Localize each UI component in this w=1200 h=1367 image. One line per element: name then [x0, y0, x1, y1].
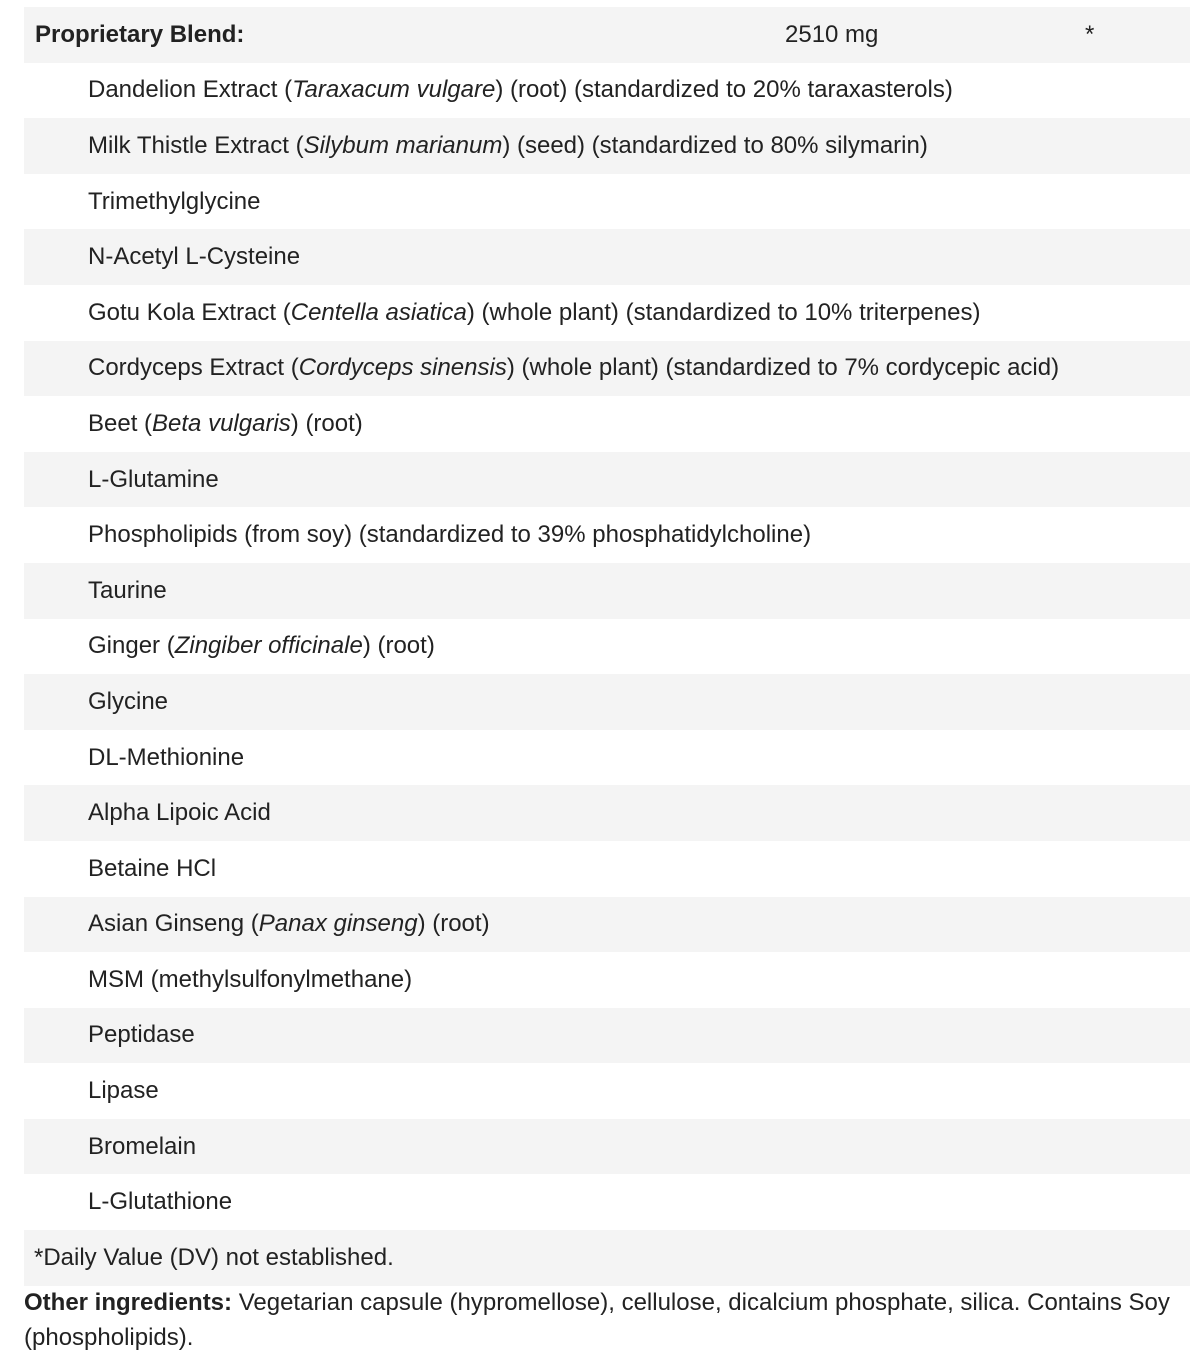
- ingredient-row: [24, 952, 1190, 1008]
- ingredient-text: Alpha Lipoic Acid: [88, 799, 271, 827]
- ingredient-row: [24, 897, 1190, 953]
- ingredient-list: [24, 63, 1190, 1230]
- ingredient-text: Asian Ginseng (: [88, 910, 259, 938]
- ingredient-text: Gotu Kola Extract (: [88, 298, 291, 326]
- ingredient-text: Phospholipids (from soy) (standardized to 39% phosphatidylcholine): [88, 521, 812, 549]
- ingredient-name: [24, 855, 216, 883]
- ingredient-row: [24, 1008, 1190, 1064]
- other-ingredients-label: Other ingredients:: [24, 1289, 233, 1316]
- ingredient-name: [24, 1077, 159, 1105]
- ingredient-row: [24, 507, 1190, 563]
- ingredient-name: [24, 688, 168, 716]
- ingredient-name: [24, 799, 271, 827]
- ingredient-row: [24, 452, 1190, 508]
- blend-header-row: [24, 7, 1190, 63]
- other-ingredients: [24, 1285, 1194, 1355]
- blend-label: Proprietary Blend:: [35, 20, 245, 48]
- ingredient-row: [24, 285, 1190, 341]
- ingredient-name: [24, 1021, 195, 1049]
- ingredient-row: [24, 1174, 1190, 1230]
- blend-amount: 2510 mg: [785, 20, 879, 48]
- ingredient-text: Glycine: [88, 687, 169, 715]
- ingredient-row: [24, 619, 1190, 675]
- ingredient-latin-name: Panax ginseng: [258, 910, 418, 938]
- ingredient-row: [24, 396, 1190, 452]
- ingredient-name: [24, 132, 928, 160]
- ingredient-text: Beet (: [88, 409, 153, 437]
- ingredient-text-suffix: ) (root): [417, 910, 490, 938]
- ingredient-name: [24, 354, 1059, 382]
- ingredient-name: [24, 466, 219, 494]
- ingredient-row: [24, 841, 1190, 897]
- footnote-text: *Daily Value (DV) not established.: [34, 1243, 394, 1271]
- blend-daily-value: *: [1085, 20, 1095, 48]
- ingredient-text: Trimethylglycine: [88, 187, 261, 215]
- ingredient-text: Cordyceps Extract (: [88, 354, 299, 382]
- ingredient-latin-name: Centella asiatica: [290, 298, 467, 326]
- footnote-row: [24, 1230, 1190, 1286]
- ingredient-text: MSM (methylsulfonylmethane): [88, 965, 413, 993]
- ingredient-name: [24, 910, 490, 938]
- ingredient-latin-name: Silybum marianum: [303, 131, 503, 159]
- ingredient-row: [24, 785, 1190, 841]
- ingredient-text: Ginger (: [88, 632, 175, 660]
- ingredient-row: [24, 63, 1190, 119]
- ingredient-name: [24, 1188, 232, 1216]
- ingredient-name: [24, 521, 811, 549]
- ingredient-name: [24, 243, 300, 271]
- ingredient-text: Betaine HCl: [88, 854, 217, 882]
- ingredient-text: Dandelion Extract (: [88, 76, 293, 104]
- ingredient-row: [24, 1063, 1190, 1119]
- ingredient-name: [24, 1133, 196, 1161]
- ingredient-name: [24, 299, 980, 327]
- ingredient-name: [24, 632, 435, 660]
- ingredient-text: Milk Thistle Extract (: [88, 131, 304, 159]
- ingredient-text: Lipase: [88, 1077, 159, 1105]
- ingredient-text-suffix: ) (whole plant) (standardized to 10% triterpenes): [466, 298, 981, 326]
- ingredient-latin-name: Zingiber officinale: [174, 632, 363, 660]
- ingredient-text-suffix: ) (root): [290, 409, 363, 437]
- ingredient-latin-name: Cordyceps sinensis: [298, 354, 507, 382]
- ingredient-name: [24, 744, 244, 772]
- ingredient-text-suffix: ) (seed) (standardized to 80% silymarin): [502, 131, 928, 159]
- ingredient-name: [24, 577, 167, 605]
- ingredient-row: [24, 118, 1190, 174]
- ingredient-row: [24, 229, 1190, 285]
- ingredient-row: [24, 730, 1190, 786]
- ingredient-text-suffix: ) (root): [362, 632, 435, 660]
- ingredient-text: L-Glutathione: [88, 1188, 233, 1216]
- ingredient-text: N-Acetyl L-Cysteine: [88, 243, 301, 271]
- ingredient-text: Bromelain: [88, 1132, 197, 1160]
- ingredient-row: [24, 341, 1190, 397]
- ingredient-row: [24, 674, 1190, 730]
- supplement-facts-table: [24, 7, 1190, 1286]
- ingredient-row: [24, 174, 1190, 230]
- ingredient-name: [24, 410, 363, 438]
- ingredient-text-suffix: ) (whole plant) (standardized to 7% cordycepic acid): [506, 354, 1060, 382]
- ingredient-name: [24, 76, 953, 104]
- ingredient-latin-name: Taraxacum vulgare: [292, 76, 496, 104]
- ingredient-row: [24, 1119, 1190, 1175]
- other-ingredients-text: Vegetarian capsule (hypromellose), cellulose, dicalcium phosphate, silica. Contains Soy (phospholipids).: [24, 1289, 1170, 1351]
- ingredient-latin-name: Beta vulgaris: [152, 409, 291, 437]
- ingredient-text: DL-Methionine: [88, 743, 245, 771]
- ingredient-text: Taurine: [88, 576, 167, 604]
- ingredient-name: [24, 188, 261, 216]
- ingredient-text: L-Glutamine: [88, 465, 219, 493]
- ingredient-text-suffix: ) (root) (standardized to 20% taraxasterols): [495, 76, 953, 104]
- ingredient-name: [24, 966, 412, 994]
- ingredient-row: [24, 563, 1190, 619]
- ingredient-text: Peptidase: [88, 1021, 195, 1049]
